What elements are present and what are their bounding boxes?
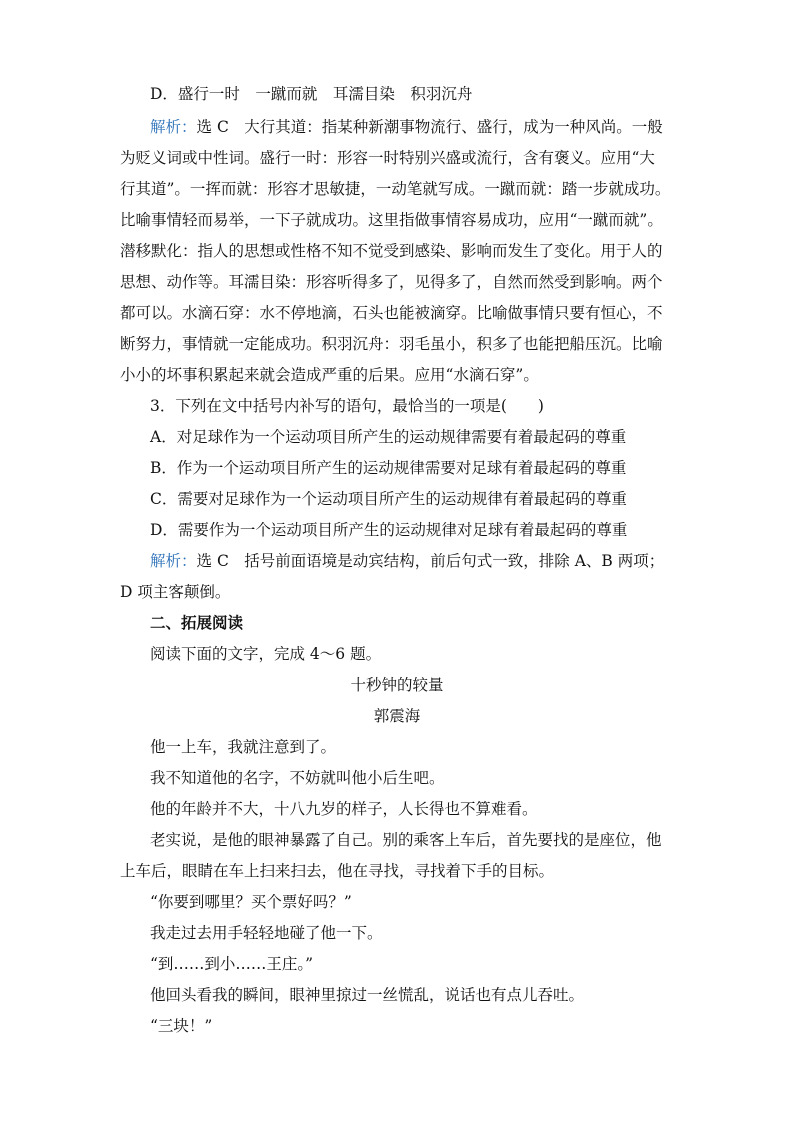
story-paragraph-7: “到……到小……王庄。” [150,955,314,973]
q2-analysis-line-1 [150,116,663,138]
story-paragraph-1: 他一上车，我就注意到了。 [150,738,337,756]
q3-analysis-line-1 [150,550,664,572]
q2-analysis-line-7: 都可以。水滴石穿：水不停地滴，石头也能被滴穿。比喻做事情只要有恒心，不 [120,304,663,322]
analysis-label: 解析： [150,118,197,136]
q2-analysis-line-2: 为贬义词或中性词。盛行一时：形容一时特别兴盛或流行，含有褒义。应用“大 [120,149,655,167]
q3-option-d: D．需要作为一个运动项目所产生的运动规律对足球有着最起码的尊重 [150,521,628,539]
story-paragraph-4-line-2: 上车后，眼睛在车上扫来扫去，他在寻找，寻找着下手的目标。 [120,862,555,880]
analysis-label: 解析： [150,552,197,570]
q2-analysis-line-8: 断努力，事情就一定能成功。积羽沉舟：羽毛虽小，积多了也能把船压沉。比喻 [120,335,663,353]
story-author: 郭震海 [373,707,421,725]
q2-analysis-line-4: 比喻事情轻而易举，一下子就成功。这里指做事情容易成功，应用“一蹴而就”。 [120,211,663,229]
q2-analysis-line-6: 思想、动作等。耳濡目染：形容听得多了，见得多了，自然而然受到影响。两个 [120,273,663,291]
story-paragraph-3: 他的年龄并不大，十八九岁的样子，人长得也不算难看。 [150,800,538,818]
story-title: 十秒钟的较量 [350,676,444,694]
story-paragraph-8: 他回头看我的瞬间，眼神里掠过一丝慌乱，说话也有点儿吞吐。 [150,986,585,1004]
analysis-text: 选 C 大行其道：指某种新潮事物流行、盛行，成为一种风尚。一般 [196,118,663,136]
instruction: 阅读下面的文字，完成 4～6 题。 [150,645,382,663]
q3-option-b: B．作为一个运动项目所产生的运动规律需要对足球有着最起码的尊重 [150,459,627,477]
analysis-text: 选 C 括号前面语境是动宾结构，前后句式一致，排除 A、B 两项； [196,552,665,570]
q3-stem: 3．下列在文中括号内补写的语句，最恰当的一项是( ) [150,397,544,415]
q3-analysis-line-2: D 项主客颠倒。 [120,583,231,601]
q2-option-d: D．盛行一时 一蹴而就 耳濡目染 积羽沉舟 [150,85,473,103]
story-paragraph-5: “你要到哪里？买个票好吗？” [150,893,352,911]
q3-option-a: A．对足球作为一个运动项目所产生的运动规律需要有着最起码的尊重 [150,428,627,446]
story-paragraph-9: “三块！” [150,1017,213,1035]
q2-analysis-line-9: 小小的坏事积累起来就会造成严重的后果。应用“水滴石穿”。 [120,366,539,384]
q3-option-c: C．需要对足球作为一个运动项目所产生的运动规律有着最起码的尊重 [150,490,627,508]
q2-analysis-line-5: 潜移默化：指人的思想或性格不知不觉受到感染、影响而发生了变化。用于人的 [120,242,663,260]
q2-analysis-line-3: 行其道”。一挥而就：形容才思敏捷，一动笔就写成。一蹴而就：踏一步就成功。 [120,180,671,198]
story-paragraph-6: 我走过去用手轻轻地碰了他一下。 [150,924,383,942]
story-paragraph-2: 我不知道他的名字，不妨就叫他小后生吧。 [150,769,445,787]
story-paragraph-4-line-1: 老实说，是他的眼神暴露了自己。别的乘客上车后，首先要找的是座位，他 [150,831,662,849]
section-title: 二、拓展阅读 [150,613,244,632]
